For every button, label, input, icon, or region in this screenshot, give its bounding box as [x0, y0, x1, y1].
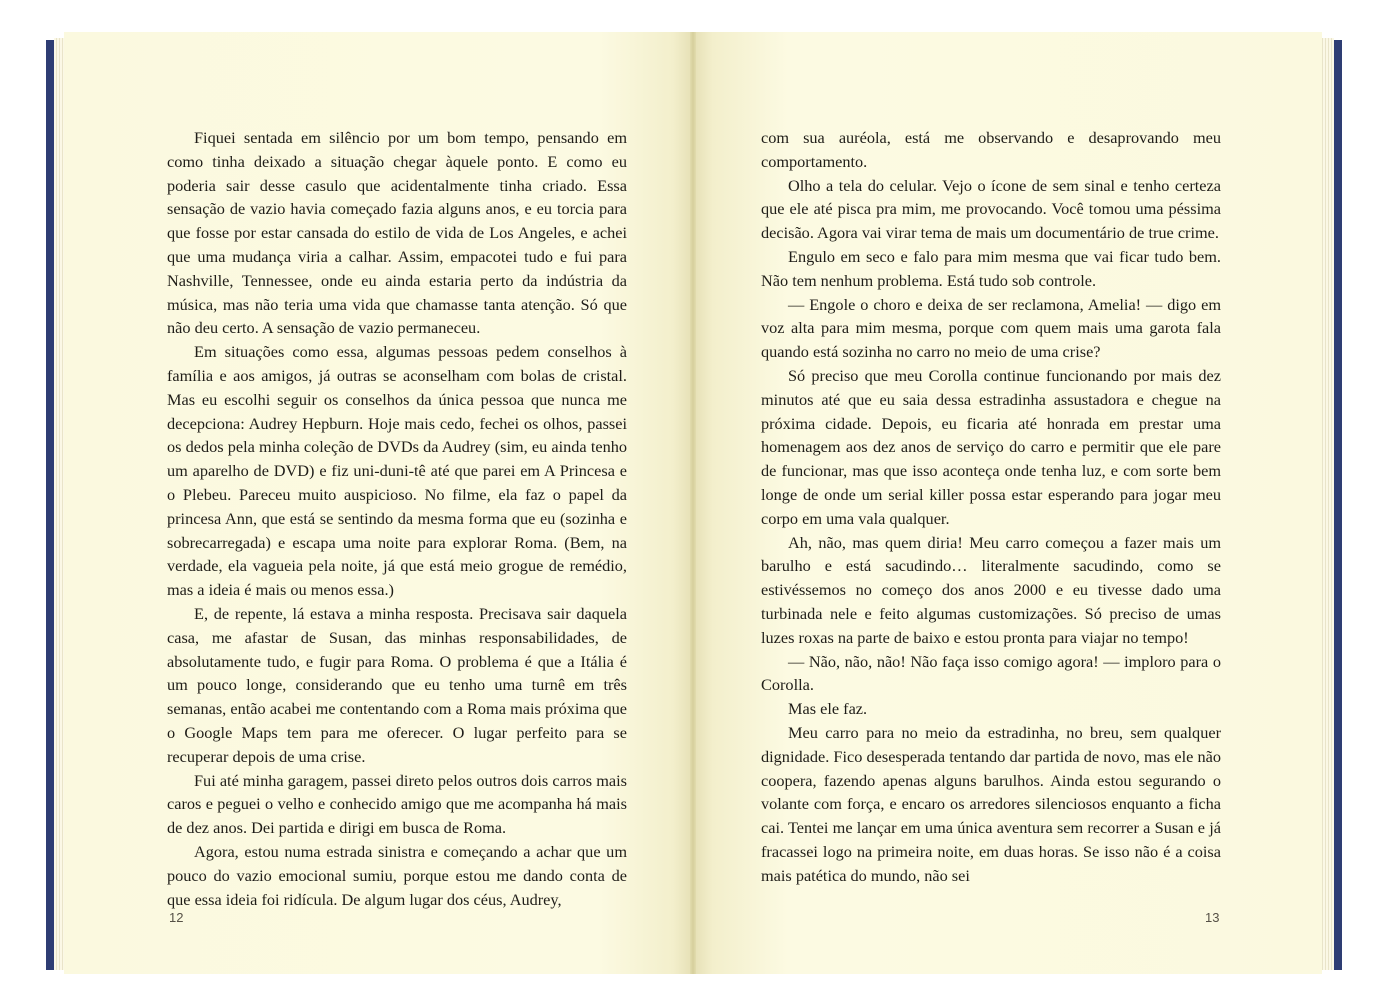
paragraph: Ah, não, mas quem diria! Meu carro começou a fazer mais um barulho e está sacudindo… literalmente sacudindo, como se estivéssemos no começo dos anos 2000 e eu tivesse dado uma turbinada nele e feito algumas customizações. Só preciso de umas luzes roxas na parte de baixo e estou pronta para viajar no tempo! — [761, 532, 1221, 647]
paragraph: Meu carro para no meio da estradinha, no breu, sem qualquer dignidade. Fico desesperada tentando dar partida de novo, mas ele não coopera, fazendo apenas alguns barulhos. Ainda estou segurando o volante com força, e encaro os arredores silenciosos enquanto a ficha cai. Tentei me lançar em uma única aventura sem recorrer a Susan e já fracassei logo na primeira noite, em duas horas. Se isso não é a coisa mais patética do mundo, não sei — [761, 722, 1221, 885]
left-page-text — [167, 126, 627, 911]
paragraph: Agora, estou numa estrada sinistra e começando a achar que um pouco do vazio emocional sumiu, porque estou me dando conta de que essa ideia foi ridícula. De algum lugar dos céus, Audrey, — [167, 841, 627, 909]
paragraph: — Engole o choro e deixa de ser reclamona, Amelia! — digo em voz alta para mim mesma, porque com quem mais uma garota fala quando está sozinha no carro no meio de uma crise? — [761, 294, 1221, 362]
paragraph: — Não, não, não! Não faça isso comigo agora! — imploro para o Corolla. — [761, 651, 1221, 695]
paragraph: Mas ele faz. — [788, 699, 868, 719]
paragraph: Olho a tela do celular. Vejo o ícone de sem sinal e tenho certeza que ele até pisca pra mim, me provocando. Você tomou uma péssima decisão. Agora vai virar tema de mais um documentário de true crime. — [761, 175, 1221, 243]
paragraph: Só preciso que meu Corolla continue funcionando por mais dez minutos até que eu saia dessa estradinha assustadora e chegue na próxima cidade. Depois, eu ficaria até honrada em prestar uma homenagem aos dez anos de serviço do carro e permitir que ele pare de funcionar, mas que isso aconteça onde tenha luz, e com sorte bem longe de onde um serial killer possa estar esperando para jogar meu corpo em uma vala qualquer. — [761, 365, 1221, 528]
paragraph: Fiquei sentada em silêncio por um bom tempo, pensando em como tinha deixado a situação chegar àquele ponto. E como eu poderia sair desse casulo que acidentalmente tinha criado. Essa sensação de vazio havia começado fazia alguns anos, e eu torcia para que fosse por estar cansada do estilo de vida de Los Angeles, e achei que uma mudança viria a calhar. Assim, empacotei tudo e fui para Nashville, Tennessee, onde eu ainda estaria perto da indústria da música, mas não teria uma vida que chamasse tanta atenção. Só que não deu certo. A sensação de vazio permaneceu. — [167, 128, 627, 338]
book-cover-right-edge — [1334, 40, 1342, 970]
book-gutter — [690, 32, 696, 974]
paragraph: E, de repente, lá estava a minha resposta. Precisava sair daquela casa, me afastar de Susan, das minhas responsabilidades, de absolutamente tudo, e fugir para Roma. O problema é que a Itália é um pouco longe, considerando que eu tenho uma turnê em três semanas, então acabei me contentando com a Roma mais próxima que o Google Maps tem para me oferecer. O lugar perfeito para se recuperar depois de uma crise. — [167, 603, 627, 766]
page-number: 12 — [169, 910, 184, 925]
paragraph: Em situações como essa, algumas pessoas pedem conselhos à família e aos amigos, já outras se aconselham com bolas de cristal. Mas eu escolhi seguir os conselhos da única pessoa que nunca me decepciona: Audrey Hepburn. Hoje mais cedo, fechei os olhos, passei os dedos pela minha coleção de DVDs da Audrey (sim, eu ainda tenho um aparelho de DVD) e fiz uni-duni-tê até que parei em A Princesa e o Plebeu. Pareceu muito auspicioso. No filme, ela faz o papel da princesa Ann, que está se sentindo da mesma forma que eu (sozinha e sobrecarregada) e escapa uma noite para explorar Roma. (Bem, na verdade, ela vagueia pela noite, já que está meio grogue de remédio, mas a ideia é mais ou menos essa.) — [167, 342, 627, 600]
right-page — [694, 32, 1322, 974]
right-page-text — [761, 126, 1221, 888]
page-number: 13 — [1205, 910, 1220, 925]
book-cover-left-edge — [46, 40, 54, 970]
page-stack-right — [1320, 38, 1334, 970]
left-page — [64, 32, 692, 974]
paragraph: com sua auréola, está me observando e desaprovando meu comportamento. — [761, 128, 1221, 171]
paragraph: Engulo em seco e falo para mim mesma que vai ficar tudo bem. Não tem nenhum problema. Está tudo sob controle. — [761, 246, 1221, 290]
paragraph: Fui até minha garagem, passei direto pelos outros dois carros mais caros e peguei o velho e conhecido amigo que me acompanha há mais de dez anos. Dei partida e dirigi em busca de Roma. — [167, 770, 627, 838]
